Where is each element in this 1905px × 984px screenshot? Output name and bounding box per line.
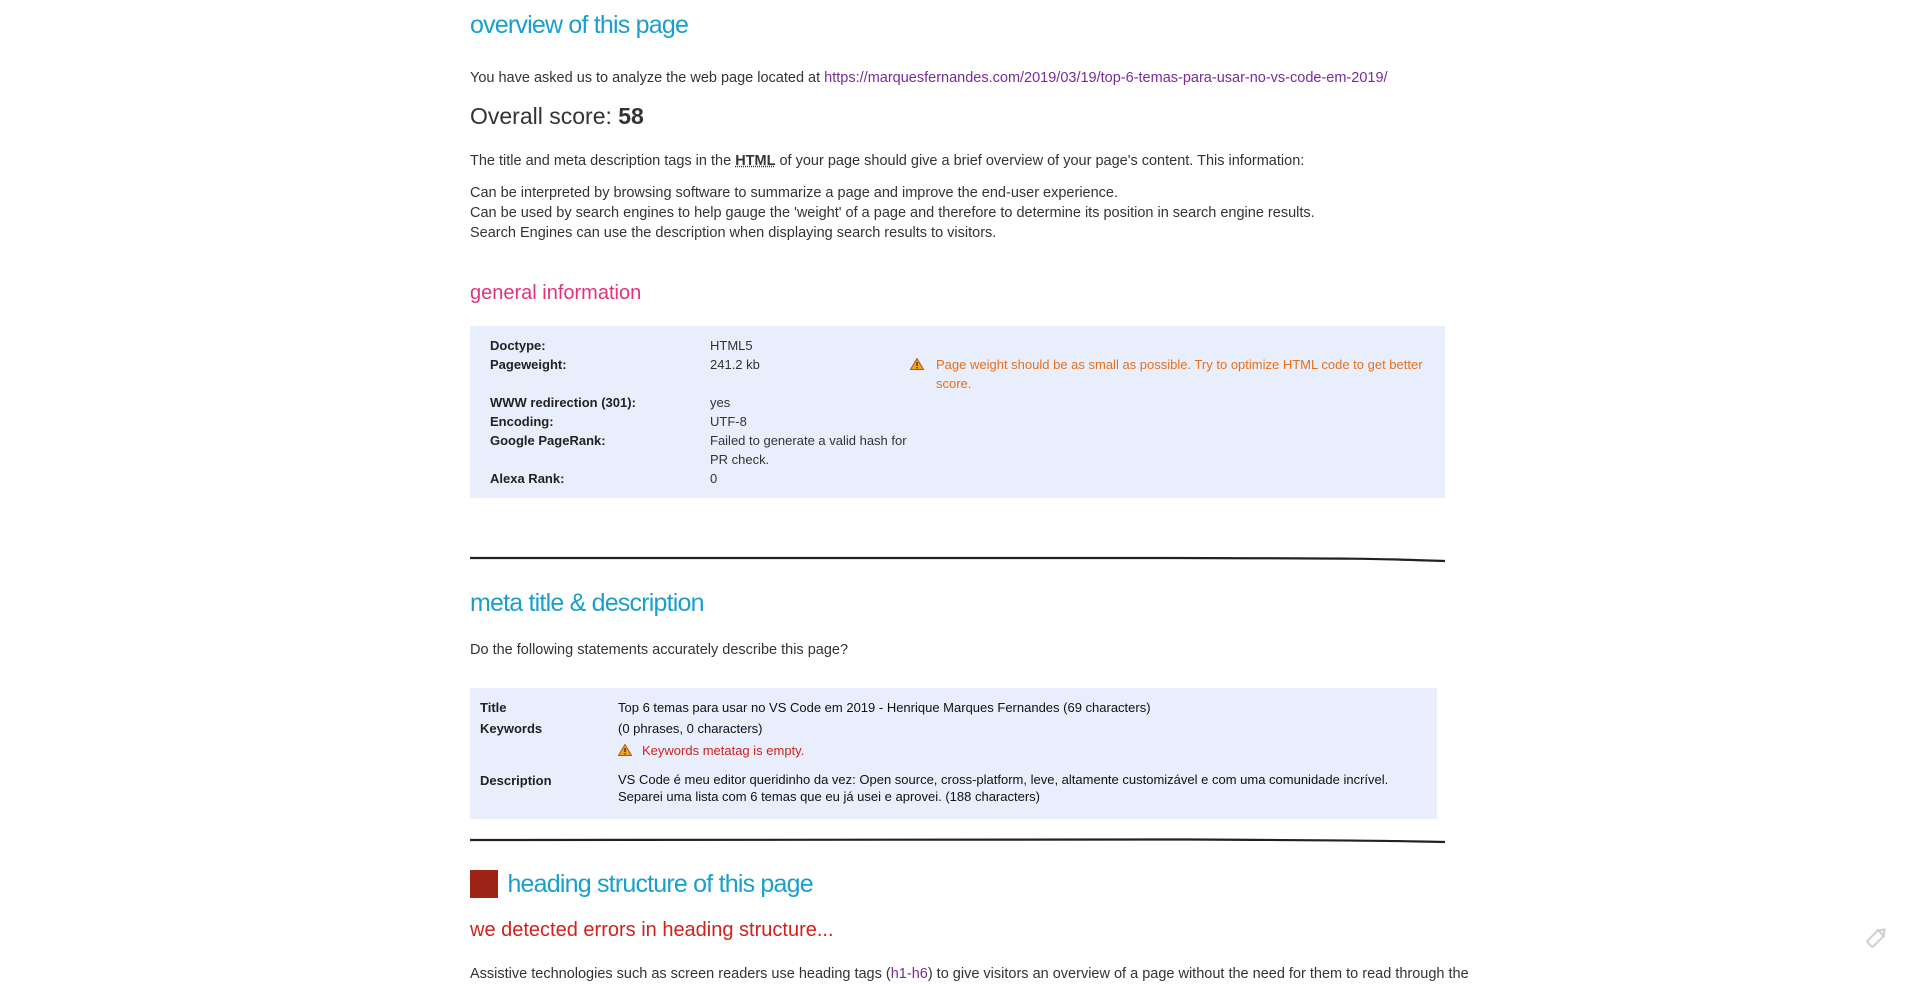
alexa-rank-value: 0 [710,471,718,486]
assistive-tech-text [470,964,1469,984]
html-abbr: HTML [735,153,776,169]
keywords-value: (0 phrases, 0 characters) [618,721,763,736]
meta-question: Do the following statements accurately describe this page? [470,642,849,658]
info-point: Can be interpreted by browsing software to summarize a page and improve the end-user experience. [470,185,1119,201]
description-value: VS Code é meu editor queridinho da vez: Open source, cross-platform, leve, altamente customizável e com uma comunidade incrível. Separei uma lista com 6 temas que eu já usei e aprovei. (188 characters) [618,772,1389,804]
text-before: Assistive technologies such as screen readers use heading tags ( [470,966,891,982]
pageweight-value: 241.2 kb [710,357,760,372]
encoding-label: Encoding: [490,414,554,429]
www-redirection-value: yes [710,395,731,410]
info-points [470,183,1315,243]
overall-score [470,103,644,130]
pencil-icon[interactable] [1862,924,1890,952]
pageweight-warning: Page weight should be as small as possible. Try to optimize HTML code to get better score. [936,357,1423,391]
encoding-value: UTF-8 [710,414,747,429]
pagerank-value: Failed to generate a valid hash for PR check. [710,433,907,467]
info-point: Search Engines can use the description when displaying search results to visitors. [470,225,997,241]
hand-drawn-divider [470,836,1445,844]
general-info-box [470,326,1445,498]
doctype-value: HTML5 [710,338,753,353]
warning-triangle-icon [618,744,632,756]
heading-structure-heading: heading structure of this page [507,870,813,898]
heading-tags-link[interactable]: h1-h6 [890,966,928,982]
analyze-intro [470,68,1388,88]
title-meta-explanation [470,151,1304,171]
error-square-icon [470,870,498,898]
description-label: Description [480,773,552,788]
intro-text: You have asked us to analyze the web page located at [470,70,821,86]
www-redirection-label: WWW redirection (301): [490,395,636,410]
title-value: Top 6 temas para usar no VS Code em 2019 - Henrique Marques Fernandes (69 characters) [618,700,1151,715]
score-label: Overall score: [470,103,612,129]
warning-triangle-icon [910,358,924,370]
score-value: 58 [618,103,644,129]
general-info-heading: general information [470,282,642,304]
meta-heading: meta title & description [470,589,704,617]
doctype-label: Doctype: [490,338,546,353]
heading-structure-title [470,870,813,899]
hand-drawn-divider [470,555,1445,563]
analyzed-url-link[interactable]: https://marquesfernandes.com/2019/03/19/top-6-temas-para-usar-no-vs-code-em-2019/ [824,70,1388,86]
overview-heading: overview of this page [470,11,689,39]
keywords-label: Keywords [480,721,543,736]
desc-before: The title and meta description tags in the [470,153,732,169]
text-after: ) to give visitors an overview of a page without the need for them to read through the [927,966,1469,982]
keywords-warning: Keywords metatag is empty. [642,743,805,758]
title-label: Title [480,700,507,715]
alexa-rank-label: Alexa Rank: [490,471,565,486]
heading-error-message: we detected errors in heading structure... [470,919,834,941]
pageweight-label: Pageweight: [490,357,567,372]
meta-info-box [470,688,1437,819]
pagerank-label: Google PageRank: [490,433,606,448]
desc-after: of your page should give a brief overview of your page's content. This information: [779,153,1305,169]
info-point: Can be used by search engines to help gauge the 'weight' of a page and therefore to determine its position in search engine results. [470,205,1315,221]
